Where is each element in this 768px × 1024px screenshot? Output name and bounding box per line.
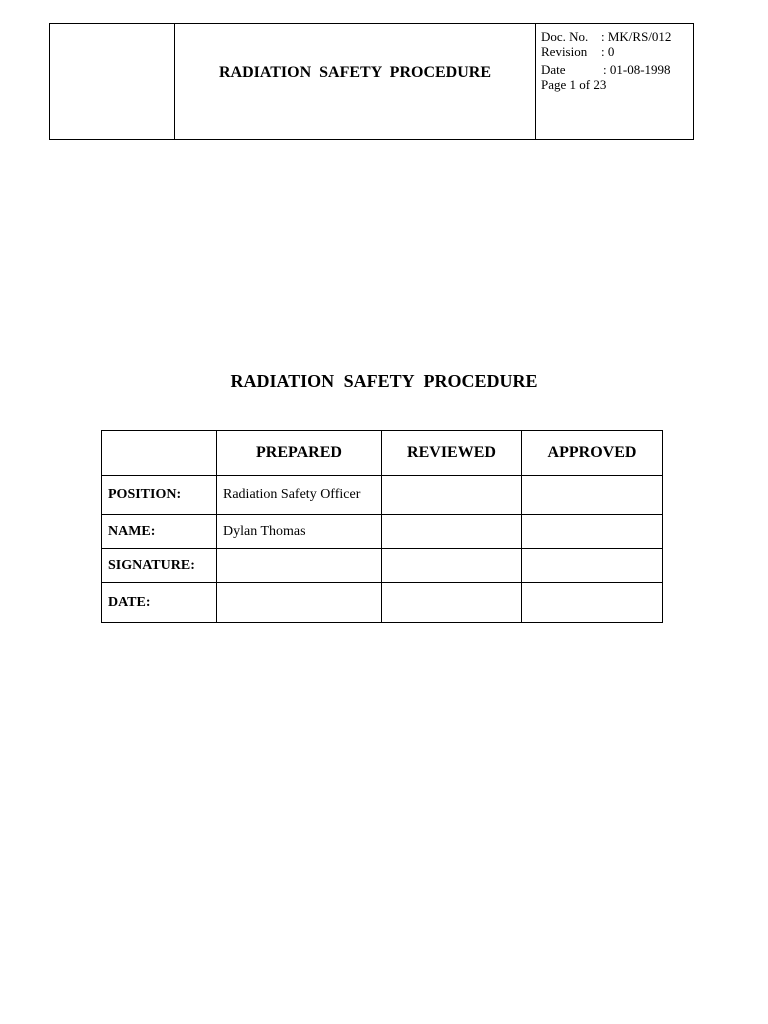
cell-position-prepared: Radiation Safety Officer [217,476,382,515]
table-row-position [102,476,663,515]
row-label-position: POSITION: [102,476,217,515]
revision-row [541,44,693,59]
column-header-blank [102,431,217,476]
table-header-row [102,431,663,476]
row-label-signature: SIGNATURE: [102,549,217,583]
row-label-name: NAME: [102,515,217,549]
cell-signature-approved [522,549,663,583]
date-label: Date [541,62,566,77]
header-meta-cell [536,24,693,139]
cell-signature-reviewed [382,549,522,583]
cell-name-prepared: Dylan Thomas [217,515,382,549]
cell-name-reviewed [382,515,522,549]
page-title: RADIATION SAFETY PROCEDURE [230,371,538,391]
page-number: Page 1 of 23 [541,77,607,92]
cell-date-approved [522,583,663,623]
cell-name-approved [522,515,663,549]
revision-label: Revision [541,44,588,59]
revision-value: : 0 [601,44,615,59]
cell-date-reviewed [382,583,522,623]
doc-number-label: Doc. No. [541,29,589,44]
approval-table [101,430,663,623]
cell-signature-prepared [217,549,382,583]
doc-number-row [541,29,693,44]
cell-position-reviewed [382,476,522,515]
header-title: RADIATION SAFETY PROCEDURE [218,63,492,81]
column-header-approved: APPROVED [522,431,663,476]
cell-position-approved [522,476,663,515]
date-row [541,62,693,77]
table-row-name [102,515,663,549]
row-label-date: DATE: [102,583,217,623]
column-header-prepared: PREPARED [217,431,382,476]
table-row-date [102,583,663,623]
document-header [49,23,694,140]
date-value: : 01-08-1998 [603,62,671,77]
header-title-cell [175,24,536,139]
doc-number-value: : MK/RS/012 [601,29,672,44]
column-header-reviewed: REVIEWED [382,431,522,476]
cell-date-prepared [217,583,382,623]
table-row-signature [102,549,663,583]
header-logo-cell [50,24,175,139]
